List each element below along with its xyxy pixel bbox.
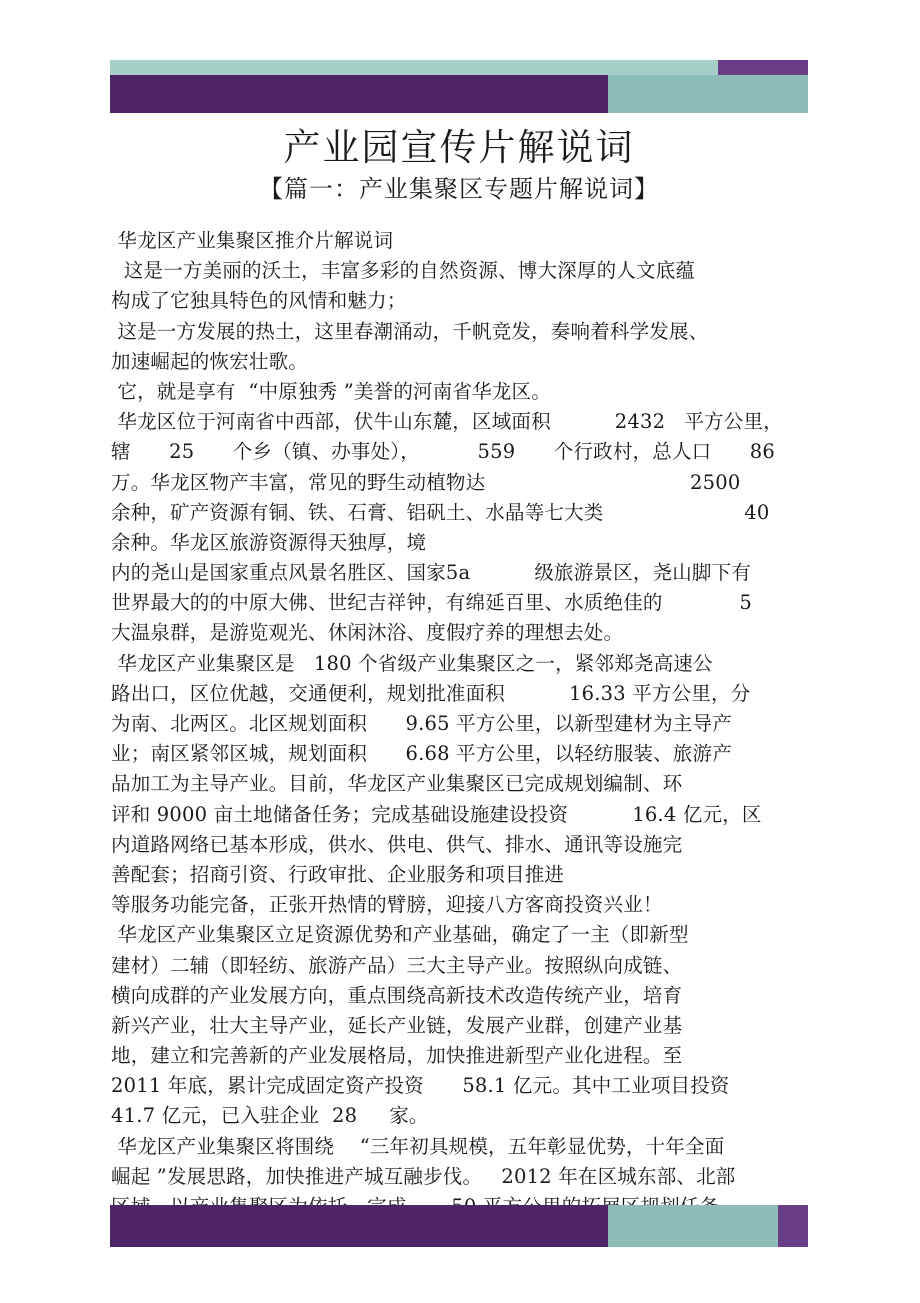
- body-line: 辖 25 个乡（镇、办事处）， 559 个行政村，总人口 86: [111, 440, 775, 464]
- body-line: 世界最大的的中原大佛、世纪吉祥钟，有绵延百里、水质绝佳的 5: [111, 591, 752, 615]
- body-line: 横向成群的产业发展方向，重点围绕高新技术改造传统产业，培育: [111, 983, 683, 1007]
- body-line: 善配套；招商引资、行政审批、企业服务和项目推进: [111, 862, 565, 886]
- body-line: 品加工为主导产业。目前，华龙区产业集聚区已完成规划编制、环: [111, 772, 683, 796]
- header-band-teal-block: [608, 75, 808, 113]
- body-line: 它，就是享有 “中原独秀 ”美誉的河南省华龙区。: [111, 379, 551, 403]
- body-line: 余种，矿产资源有铜、铁、石膏、铝矾土、水晶等七大类 40: [111, 500, 770, 524]
- footer-band-purple: [110, 1205, 608, 1247]
- header-band-teal-strip: [110, 60, 808, 75]
- body-line: 内道路网络已基本形成，供水、供电、供气、排水、通讯等设施完: [111, 832, 683, 856]
- body-line: 华龙区产业集聚区立足资源优势和产业基础，确定了一主（即新型: [111, 923, 689, 947]
- body-line: 华龙区位于河南省中西部，伏牛山东麓，区域面积 2432 平方公里，: [111, 410, 783, 434]
- body-line: 加速崛起的恢宏壮歌。: [111, 349, 309, 373]
- body-line: 崛起 ”发展思路，加快推进产城互融步伐。 2012 年在区城东部、北部: [111, 1164, 736, 1188]
- body-line: 这是一方美丽的沃土，丰富多彩的自然资源、博大深厚的人文底蕴: [111, 259, 696, 283]
- document-subtitle: 【篇一：产业集聚区专题片解说词】: [259, 175, 659, 203]
- body-line: 大温泉群，是游览观光、休闲沐浴、度假疗养的理想去处。: [111, 621, 624, 645]
- body-line: 华龙区产业集聚区推介片解说词: [111, 229, 394, 252]
- footer-band-purple-cap: [778, 1205, 808, 1247]
- body-line: 为南、北两区。北区规划面积 9.65 平方公里，以新型建材为主导产: [111, 712, 732, 735]
- body-line: 构成了它独具特色的风情和魅力；: [111, 289, 407, 313]
- body-line: 地，建立和完善新的产业发展格局，加快推进新型产业化进程。至: [111, 1044, 683, 1068]
- body-line: 业；南区紧邻区城，规划面积 6.68 平方公里，以轻纺服装、旅游产: [111, 742, 732, 766]
- body-line: 路出口，区位优越，交通便利，规划批准面积 16.33 平方公里，分: [111, 681, 751, 705]
- body-line: 评和 9000 亩土地储备任务；完成基础设施建设投资 16.4 亿元，区: [111, 802, 762, 826]
- body-line: 建材）二辅（即轻纺、旅游产品）三大主导产业。按照纵向成链、: [111, 953, 683, 977]
- body-line: 等服务功能完备，正张开热情的臂膀，迎接八方客商投资兴业！: [111, 893, 663, 917]
- body-line: 新兴产业，壮大主导产业，延长产业链，发展产业群，创建产业基: [111, 1013, 683, 1037]
- body-line: 这是一方发展的热土，这里春潮涌动，千帆竞发，奏响着科学发展、: [111, 319, 709, 343]
- header-band-purple-cap: [718, 60, 808, 75]
- body-line: 余种。华龙区旅游资源得天独厚，境: [111, 530, 427, 554]
- header-band-purple: [110, 75, 608, 113]
- body-line: 内的尧山是国家重点风景名胜区、国家5a 级旅游景区，尧山脚下有: [111, 561, 752, 585]
- body-line: 2011 年底，累计完成固定资产投资 58.1 亿元。其中工业项目投资: [111, 1074, 730, 1098]
- body-line: 41.7 亿元，已入驻企业 28 家。: [111, 1104, 429, 1128]
- document-body: [111, 226, 811, 1222]
- body-line: 万。华龙区物产丰富，常见的野生动植物达 2500: [111, 470, 741, 494]
- document-title: 产业园宣传片解说词: [283, 126, 635, 169]
- body-line: 华龙区产业集聚区是 180 个省级产业集聚区之一，紧邻郑尧高速公: [111, 651, 713, 675]
- body-line: 华龙区产业集聚区将围绕 “三年初具规模，五年彰显优势，十年全面: [111, 1134, 725, 1158]
